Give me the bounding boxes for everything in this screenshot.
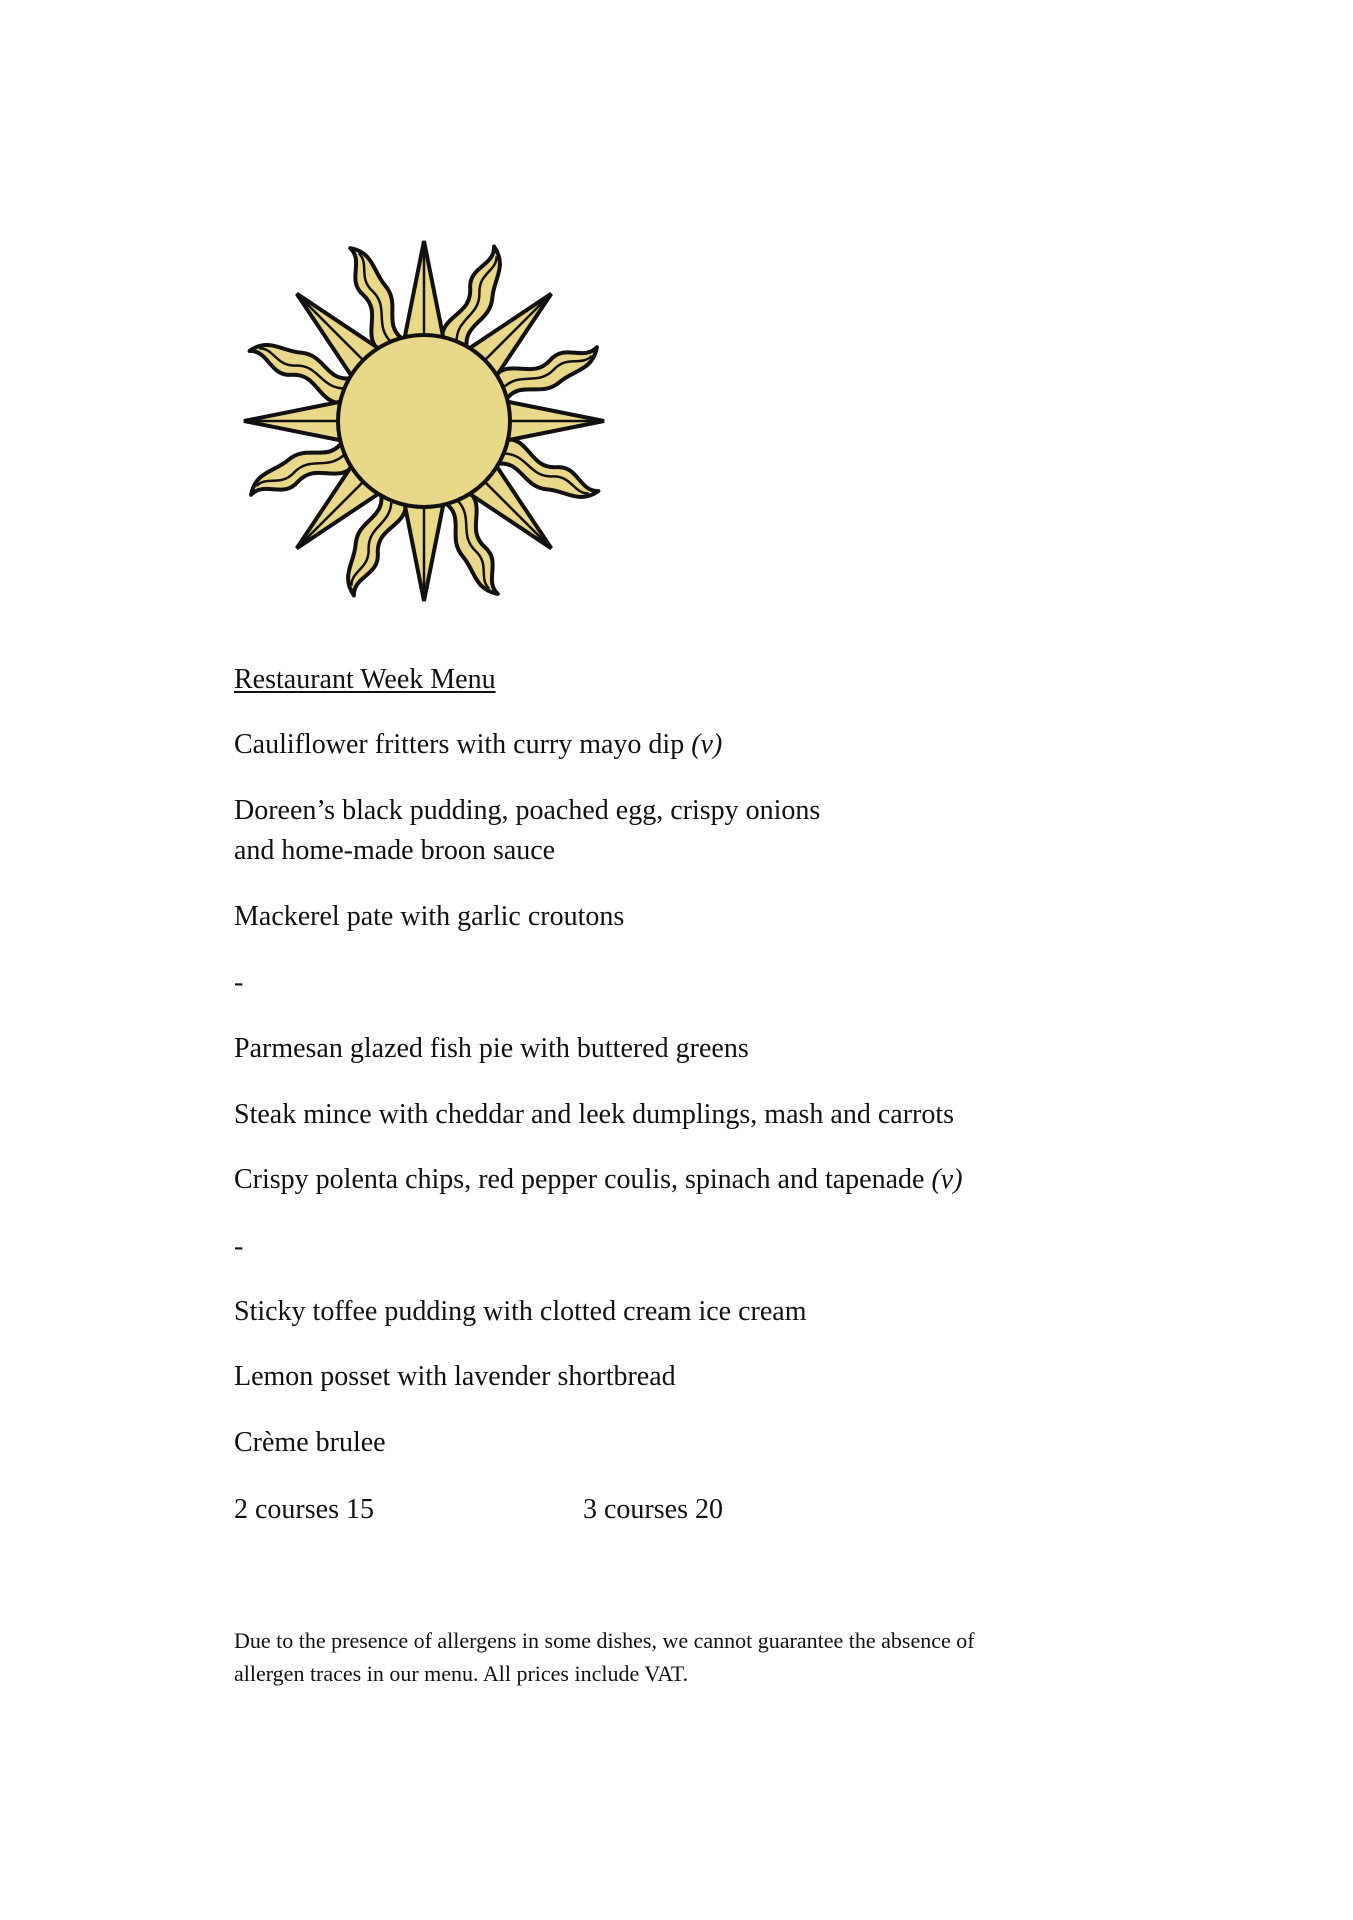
starter-item: Mackerel pate with garlic croutons (234, 901, 625, 932)
main-item: Steak mince with cheddar and leek dumplings, mash and carrots (234, 1099, 955, 1130)
dessert-item: Crème brulee (234, 1427, 386, 1458)
sun-disc (338, 335, 510, 507)
starter-item: Cauliflower fritters with curry mayo dip (v) (234, 729, 723, 760)
main-item: Parmesan glazed fish pie with buttered greens (234, 1033, 749, 1064)
allergen-notice-line: allergen traces in our menu. All prices include VAT. (234, 1661, 689, 1686)
sun-logo (234, 226, 614, 616)
price-two-courses: 2 courses 15 (234, 1494, 374, 1525)
starter-item-continued: and home-made broon sauce (234, 835, 556, 866)
vegetarian-tag: (v) (931, 1164, 963, 1195)
price-three-courses: 3 courses 20 (583, 1494, 723, 1525)
menu-title: Restaurant Week Menu (234, 664, 496, 695)
separator: - (234, 967, 244, 998)
vegetarian-tag: (v) (691, 729, 723, 760)
dessert-item: Sticky toffee pudding with clotted cream ice cream (234, 1296, 807, 1327)
allergen-notice (234, 1624, 975, 1690)
allergen-notice-line: Due to the presence of allergens in some dishes, we cannot guarantee the absence of (234, 1628, 975, 1653)
main-item: Crispy polenta chips, red pepper coulis, spinach and tapenade (v) (234, 1164, 963, 1195)
dessert-item: Lemon posset with lavender shortbread (234, 1361, 676, 1392)
separator: - (234, 1231, 244, 1262)
starter-item: Doreen’s black pudding, poached egg, crispy onions (234, 795, 821, 826)
